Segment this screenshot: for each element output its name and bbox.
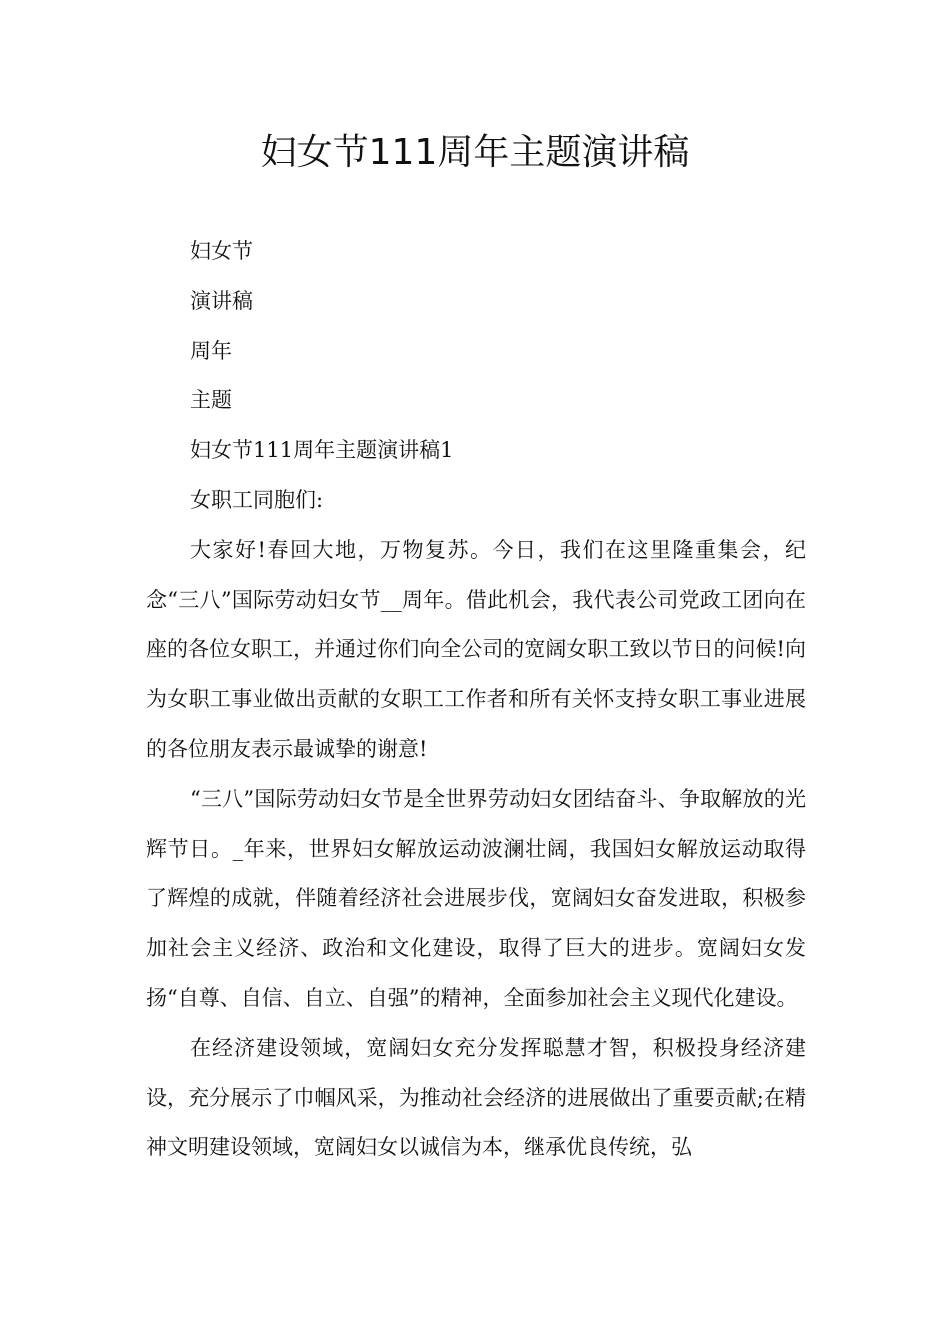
paragraph: “三八”国际劳动妇女节是全世界劳动妇女团结奋斗、争取解放的光辉节日。_年来，世界妇女解放运动波澜壮阔，我国妇女解放运动取得了辉煌的成就，伴随着经济社会进展步伐，宽阔妇女奋发进取，积极参加社会主义经济、政治和文化建设，取得了巨大的进步。宽阔妇女发扬“自尊、自信、自立、自强”的精神，全面参加社会主义现代化建设。 <box>146 786 806 1010</box>
section-subtitle: 妇女节111周年主题演讲稿1 <box>190 438 454 463</box>
paragraph: 大家好!春回大地，万物复苏。今日，我们在这里隆重集会，纪念“三八”国际劳动妇女节__周年。借此机会，我代表公司党政工团向在座的各位女职工，并通过你们向全公司的宽阔女职工致以节日的问候!向为女职工事业做出贡献的女职工工作者和所有关怀支持女职工事业进展的各位朋友表示最诚挚的谢意! <box>146 537 806 761</box>
keyword-line: 周年 <box>190 338 232 363</box>
document-title: 妇女节111周年主题演讲稿 <box>260 132 690 173</box>
keyword-line: 演讲稿 <box>190 288 253 313</box>
keyword-line: 妇女节 <box>190 239 253 263</box>
keyword-line: 主题 <box>190 388 232 413</box>
document-body <box>146 227 806 1173</box>
paragraph: 在经济建设领域，宽阔妇女充分发挥聪慧才智，积极投身经济建设，充分展示了巾帼风采，为推动社会经济的进展做出了重要贡献;在精神文明建设领域，宽阔妇女以诚信为本，继承优良传统，弘 <box>146 1035 806 1160</box>
salutation: 女职工同胞们: <box>190 487 324 512</box>
